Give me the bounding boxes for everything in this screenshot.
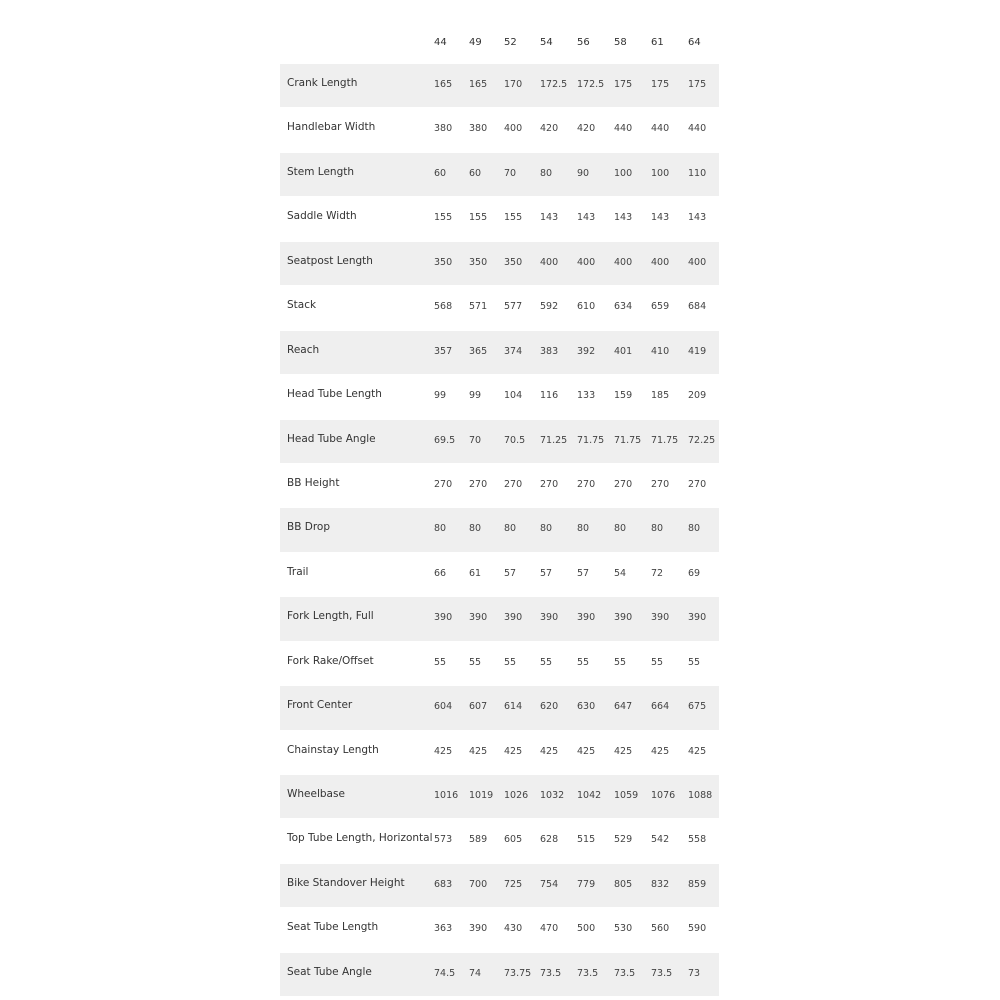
table-cell: 805	[614, 878, 633, 890]
table-cell: 410	[651, 345, 670, 357]
table-cell: 80	[540, 523, 553, 535]
table-cell: 71.25	[540, 434, 568, 446]
size-header-1: 49	[469, 37, 482, 48]
size-header-4: 56	[577, 37, 590, 48]
table-cell: 60	[434, 167, 447, 179]
table-cell: 350	[504, 256, 523, 268]
size-header-row	[280, 20, 719, 64]
table-cell: 634	[614, 301, 633, 313]
table-cell: 175	[651, 79, 670, 90]
table-cell: 61	[469, 567, 482, 579]
table-cell: 390	[614, 612, 633, 624]
row-label: Reach	[287, 343, 320, 356]
table-cell: 590	[688, 923, 707, 935]
table-cell: 390	[504, 612, 523, 624]
table-cell: 630	[577, 701, 596, 713]
geometry-rows	[280, 64, 719, 997]
table-cell: 440	[614, 123, 633, 135]
table-row	[280, 420, 719, 464]
table-cell: 725	[504, 878, 523, 890]
table-cell: 1026	[504, 790, 529, 801]
row-label: Head Tube Angle	[287, 432, 376, 445]
size-header-2: 52	[504, 37, 517, 48]
row-label: Fork Rake/Offset	[287, 654, 374, 667]
table-row	[280, 953, 719, 997]
table-cell: 54	[614, 567, 627, 579]
table-cell: 73.5	[540, 967, 562, 979]
table-cell: 420	[577, 123, 596, 135]
size-header-3: 54	[540, 37, 553, 48]
table-cell: 1032	[540, 790, 565, 801]
table-cell: 175	[614, 79, 633, 90]
table-cell: 607	[469, 701, 488, 713]
table-cell: 425	[540, 745, 559, 757]
table-cell: 165	[434, 79, 453, 90]
table-cell: 71.75	[651, 434, 679, 446]
table-cell: 425	[651, 745, 670, 757]
table-cell: 172.5	[540, 79, 568, 90]
table-cell: 628	[540, 834, 559, 846]
row-label: Wheelbase	[287, 788, 345, 800]
table-cell: 350	[434, 256, 453, 268]
table-cell: 380	[469, 123, 488, 135]
table-cell: 1042	[577, 790, 602, 801]
table-cell: 419	[688, 345, 707, 357]
table-cell: 74	[469, 967, 482, 979]
table-cell: 80	[651, 523, 664, 535]
row-label: Front Center	[287, 699, 353, 712]
table-cell: 401	[614, 345, 633, 357]
table-row	[280, 553, 719, 597]
table-cell: 558	[688, 834, 707, 846]
table-cell: 66	[434, 567, 447, 579]
table-cell: 99	[434, 390, 447, 402]
row-label: Seat Tube Angle	[287, 965, 372, 978]
table-row	[280, 153, 719, 197]
table-cell: 55	[540, 656, 553, 668]
table-cell: 73	[688, 967, 701, 979]
table-cell: 90	[577, 167, 590, 179]
table-cell: 592	[540, 301, 559, 313]
table-cell: 70	[469, 434, 482, 446]
table-cell: 620	[540, 701, 559, 713]
table-cell: 116	[540, 390, 559, 402]
table-cell: 155	[504, 212, 523, 224]
table-cell: 1076	[651, 790, 676, 801]
table-cell: 610	[577, 301, 596, 313]
row-label: BB Height	[287, 476, 340, 489]
table-cell: 55	[688, 656, 701, 668]
table-cell: 604	[434, 701, 453, 713]
table-cell: 573	[434, 834, 453, 846]
table-cell: 1088	[688, 790, 713, 801]
table-cell: 400	[651, 256, 670, 268]
table-cell: 390	[469, 612, 488, 624]
table-cell: 57	[577, 567, 590, 579]
table-row	[280, 597, 719, 641]
row-label: Top Tube Length, Horizontal	[287, 832, 433, 845]
table-cell: 270	[688, 478, 707, 490]
table-row	[280, 508, 719, 552]
table-cell: 72	[651, 567, 664, 579]
table-cell: 664	[651, 701, 670, 713]
table-cell: 70	[504, 167, 517, 179]
table-cell: 185	[651, 390, 670, 402]
geometry-table	[280, 20, 719, 997]
table-cell: 73.5	[577, 967, 599, 979]
table-cell: 270	[434, 478, 453, 490]
table-cell: 73.5	[614, 967, 636, 979]
table-cell: 440	[688, 123, 707, 135]
table-cell: 754	[540, 878, 559, 890]
table-cell: 57	[540, 567, 553, 579]
table-cell: 515	[577, 834, 596, 846]
table-cell: 143	[614, 212, 633, 224]
table-cell: 529	[614, 834, 633, 846]
table-cell: 133	[577, 390, 596, 402]
table-cell: 55	[651, 656, 664, 668]
table-cell: 159	[614, 390, 633, 402]
table-cell: 400	[540, 256, 559, 268]
table-cell: 577	[504, 301, 523, 313]
table-cell: 80	[469, 523, 482, 535]
table-cell: 143	[577, 212, 596, 224]
table-cell: 270	[614, 478, 633, 490]
row-label: Saddle Width	[287, 210, 357, 223]
table-cell: 80	[434, 523, 447, 535]
table-cell: 425	[504, 745, 523, 757]
table-cell: 363	[434, 923, 453, 935]
table-cell: 683	[434, 878, 453, 890]
table-cell: 99	[469, 390, 482, 402]
size-header-5: 58	[614, 37, 627, 48]
table-cell: 155	[434, 212, 453, 224]
table-cell: 430	[504, 923, 523, 935]
table-cell: 390	[688, 612, 707, 624]
table-cell: 390	[651, 612, 670, 624]
table-cell: 1059	[614, 790, 639, 801]
table-cell: 530	[614, 923, 633, 935]
table-cell: 420	[540, 123, 559, 135]
table-cell: 832	[651, 878, 670, 890]
table-cell: 383	[540, 345, 559, 357]
table-cell: 80	[688, 523, 701, 535]
table-cell: 80	[504, 523, 517, 535]
table-cell: 390	[540, 612, 559, 624]
table-cell: 270	[469, 478, 488, 490]
table-row	[280, 286, 719, 330]
row-label: Handlebar Width	[287, 121, 376, 134]
row-label: Seat Tube Length	[287, 921, 379, 934]
size-header-0: 44	[434, 37, 447, 48]
table-cell: 170	[504, 79, 523, 90]
table-cell: 440	[651, 123, 670, 135]
table-cell: 605	[504, 834, 523, 846]
table-cell: 400	[504, 123, 523, 135]
table-row	[280, 375, 719, 419]
table-row	[280, 908, 719, 952]
table-cell: 100	[651, 167, 670, 179]
table-row	[280, 108, 719, 152]
table-cell: 425	[434, 745, 453, 757]
table-cell: 470	[540, 923, 559, 935]
table-cell: 365	[469, 345, 488, 357]
row-label: Trail	[287, 565, 309, 578]
table-row	[280, 686, 719, 730]
row-label: Bike Standover Height	[287, 876, 405, 889]
table-cell: 380	[434, 123, 453, 135]
table-cell: 350	[469, 256, 488, 268]
table-row	[280, 464, 719, 508]
table-cell: 60	[469, 167, 482, 179]
table-cell: 72.25	[688, 434, 716, 446]
table-cell: 425	[614, 745, 633, 757]
table-cell: 500	[577, 923, 596, 935]
table-cell: 1019	[469, 790, 494, 801]
table-cell: 155	[469, 212, 488, 224]
table-cell: 700	[469, 878, 488, 890]
table-cell: 614	[504, 701, 523, 713]
table-cell: 560	[651, 923, 670, 935]
table-cell: 270	[540, 478, 559, 490]
table-row	[280, 331, 719, 375]
size-header-6: 61	[651, 37, 664, 48]
table-cell: 57	[504, 567, 517, 579]
table-cell: 104	[504, 390, 523, 402]
table-cell: 143	[651, 212, 670, 224]
table-cell: 74.5	[434, 967, 456, 979]
table-cell: 71.75	[614, 434, 642, 446]
table-cell: 400	[577, 256, 596, 268]
table-cell: 270	[504, 478, 523, 490]
table-cell: 779	[577, 878, 596, 890]
table-row	[280, 775, 719, 819]
table-cell: 55	[434, 656, 447, 668]
table-cell: 270	[651, 478, 670, 490]
row-label: Stack	[287, 299, 317, 312]
table-cell: 684	[688, 301, 707, 313]
table-cell: 425	[469, 745, 488, 757]
table-cell: 390	[469, 923, 488, 935]
table-cell: 73.5	[651, 967, 673, 979]
table-cell: 859	[688, 878, 707, 890]
table-cell: 1016	[434, 790, 459, 801]
table-cell: 172.5	[577, 79, 605, 90]
row-label: Stem Length	[287, 165, 355, 178]
table-cell: 392	[577, 345, 596, 357]
table-cell: 71.75	[577, 434, 605, 446]
table-cell: 390	[577, 612, 596, 624]
table-row	[280, 64, 719, 108]
table-cell: 357	[434, 345, 453, 357]
table-cell: 390	[434, 612, 453, 624]
table-row	[280, 642, 719, 686]
table-row	[280, 819, 719, 863]
table-row	[280, 197, 719, 241]
table-cell: 80	[614, 523, 627, 535]
table-cell: 69.5	[434, 434, 456, 446]
table-row	[280, 864, 719, 908]
table-cell: 270	[577, 478, 596, 490]
row-label: Seatpost Length	[287, 254, 373, 267]
table-cell: 374	[504, 345, 523, 357]
table-cell: 659	[651, 301, 670, 313]
row-label: Head Tube Length	[287, 388, 382, 401]
table-cell: 69	[688, 567, 701, 579]
size-header-7: 64	[688, 37, 701, 48]
table-cell: 143	[688, 212, 707, 224]
table-row	[280, 731, 719, 775]
table-cell: 425	[577, 745, 596, 757]
table-cell: 143	[540, 212, 559, 224]
row-label: Chainstay Length	[287, 743, 379, 756]
table-cell: 100	[614, 167, 633, 179]
table-cell: 400	[614, 256, 633, 268]
table-cell: 589	[469, 834, 488, 846]
table-cell: 70.5	[504, 434, 526, 446]
table-cell: 55	[577, 656, 590, 668]
row-label: BB Drop	[287, 521, 331, 534]
table-cell: 400	[688, 256, 707, 268]
table-cell: 175	[688, 79, 707, 90]
table-cell: 571	[469, 301, 488, 313]
table-cell: 542	[651, 834, 670, 846]
table-cell: 209	[688, 390, 707, 402]
table-cell: 110	[688, 167, 707, 179]
table-cell: 675	[688, 701, 707, 713]
table-cell: 55	[614, 656, 627, 668]
table-cell: 425	[688, 745, 707, 757]
table-cell: 80	[577, 523, 590, 535]
table-cell: 73.75	[504, 967, 532, 979]
table-cell: 55	[469, 656, 482, 668]
table-cell: 647	[614, 701, 633, 713]
row-label: Fork Length, Full	[287, 610, 374, 623]
table-cell: 165	[469, 79, 488, 90]
row-label: Crank Length	[287, 77, 358, 89]
table-cell: 55	[504, 656, 517, 668]
table-cell: 568	[434, 301, 453, 313]
table-row	[280, 242, 719, 286]
table-cell: 80	[540, 167, 553, 179]
